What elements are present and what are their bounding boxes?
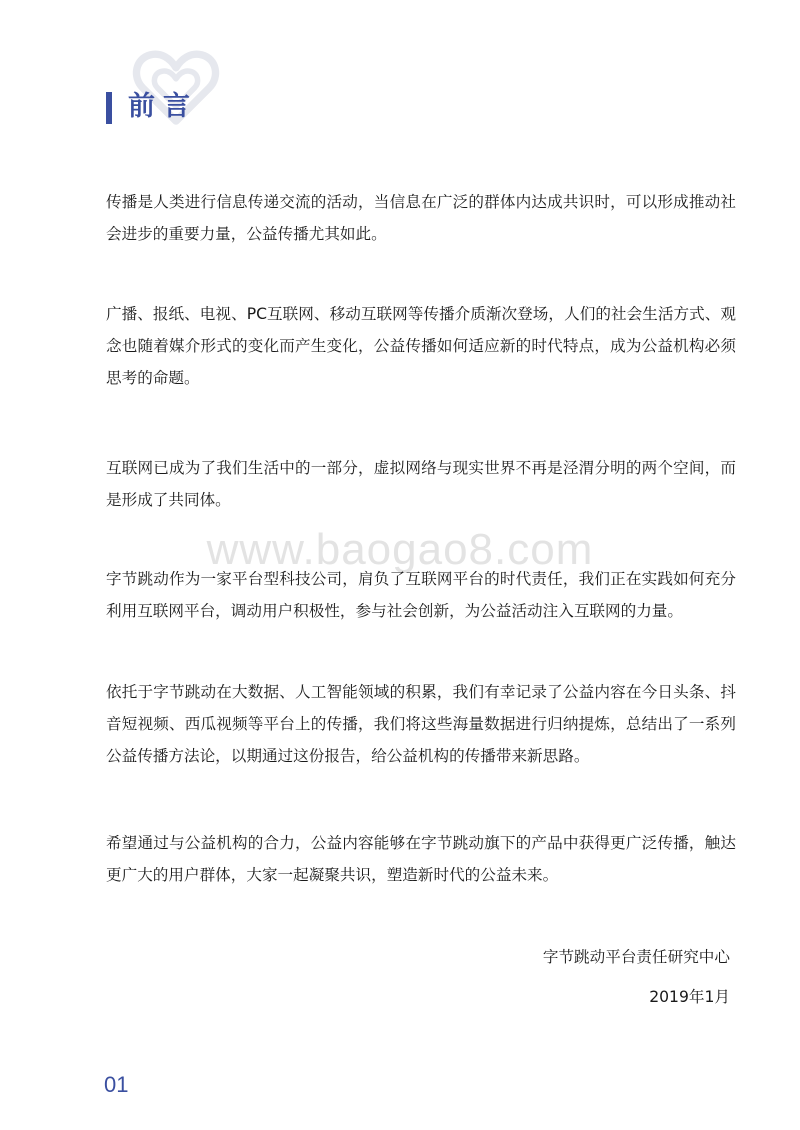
paragraph-1: 传播是人类进行信息传递交流的活动，当信息在广泛的群体内达成共识时，可以形成推动社会进步的重要力量，公益传播尤其如此。 bbox=[106, 193, 736, 243]
paragraph-2: 广播、报纸、电视、PC互联网、移动互联网等传播介质渐次登场，人们的社会生活方式、观念也随着媒介形式的变化而产生变化，公益传播如何适应新的时代特点，成为公益机构必须思考的命题。 bbox=[106, 305, 736, 387]
paragraph-5: 依托于字节跳动在大数据、人工智能领域的积累，我们有幸记录了公益内容在今日头条、抖音短视频、西瓜视频等平台上的传播，我们将这些海量数据进行归纳提炼，总结出了一系列公益传播方法论，以期通过这份报告，给公益机构的传播带来新思路。 bbox=[106, 683, 736, 765]
page-title: 前言 bbox=[128, 91, 198, 122]
watermark: www.baogao8.com bbox=[206, 525, 594, 574]
signature-date: 2019年1月 bbox=[649, 988, 730, 1006]
title-accent-bar bbox=[106, 92, 112, 124]
paragraph-4: 字节跳动作为一家平台型科技公司，肩负了互联网平台的时代责任，我们正在实践如何充分利用互联网平台，调动用户积极性，参与社会创新，为公益活动注入互联网的力量。 bbox=[106, 570, 736, 620]
paragraph-3: 互联网已成为了我们生活中的一部分，虚拟网络与现实世界不再是泾渭分明的两个空间，而是形成了共同体。 bbox=[106, 459, 736, 509]
signature-org: 字节跳动平台责任研究中心 bbox=[542, 948, 730, 966]
paragraph-6: 希望通过与公益机构的合力，公益内容能够在字节跳动旗下的产品中获得更广泛传播，触达更广大的用户群体，大家一起凝聚共识，塑造新时代的公益未来。 bbox=[106, 834, 736, 884]
page-number: 01 bbox=[104, 1072, 129, 1097]
